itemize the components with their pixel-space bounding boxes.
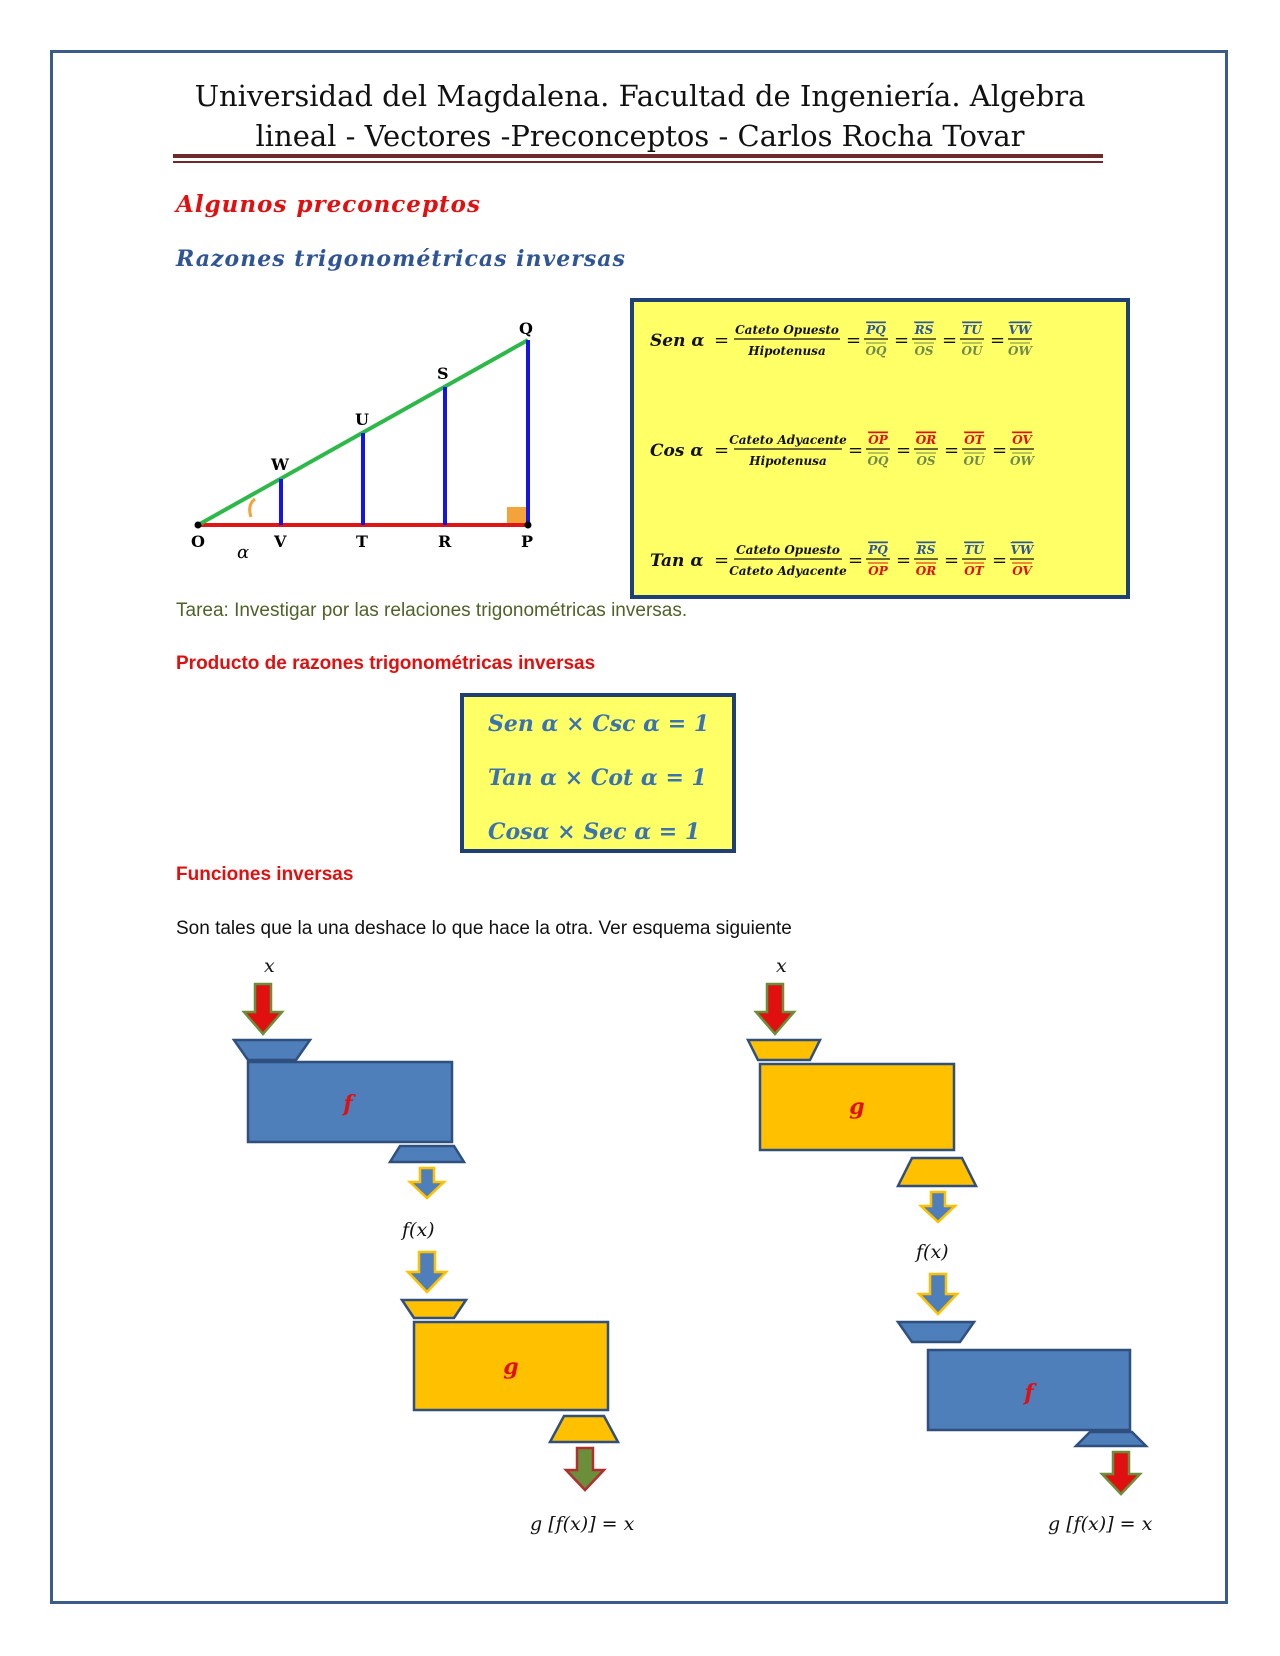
label-q: Q — [519, 319, 533, 338]
point-o — [195, 522, 202, 529]
cos-ratio-num-2: OT — [964, 433, 984, 447]
right-f-label: f — [1024, 1380, 1034, 1406]
svg-text:=: = — [714, 440, 730, 461]
sen-ratio-num-1: RS — [914, 323, 934, 337]
flow-diagram-f-then-g — [200, 950, 660, 1550]
sen-equals-1: = — [894, 330, 910, 351]
right-mid-arrow-2 — [919, 1274, 957, 1314]
trig-formula-box — [630, 298, 1130, 599]
right-f-input-funnel — [898, 1322, 974, 1342]
right-input-arrow — [756, 984, 794, 1034]
left-fx-label: f(x) — [402, 1219, 435, 1241]
right-g-input-funnel — [748, 1040, 820, 1060]
tan-ratio-num-3: VW — [1010, 543, 1034, 557]
triangle-diagram — [185, 310, 555, 570]
cos-ratio-den-2: OU — [963, 454, 985, 468]
right-g-output-funnel — [898, 1158, 976, 1186]
label-o: O — [191, 532, 205, 551]
cos-num: Cateto Adyacente — [729, 433, 847, 447]
right-mid-arrow-1 — [921, 1192, 955, 1222]
right-output-arrow — [1102, 1452, 1140, 1494]
left-g-input-funnel — [402, 1300, 466, 1318]
point-p — [525, 522, 532, 529]
identity-tan-cot: Tan α × Cot α = 1 — [488, 765, 707, 791]
tan-equals-3: = — [992, 550, 1008, 571]
tan-ratio-num-2: TU — [964, 543, 984, 557]
svg-text:=: = — [714, 550, 730, 571]
left-g-label: g — [503, 1354, 519, 1380]
tan-lhs: Tan α — [650, 551, 704, 571]
trig-formula-svg — [634, 302, 1126, 595]
header-line-1: Universidad del Magdalena. Facultad de Ingeniería. Algebra — [194, 79, 1086, 113]
left-mid-arrow-1 — [410, 1168, 444, 1198]
sen-equals-2: = — [942, 330, 958, 351]
cos-ratio-den-1: OS — [916, 454, 936, 468]
right-f-output-funnel — [1076, 1432, 1146, 1446]
sen-lhs: Sen α — [650, 331, 705, 351]
cos-den: Hipotenusa — [749, 454, 827, 468]
cos-equals-2: = — [944, 440, 960, 461]
identity-sen-csc: Sen α × Csc α = 1 — [488, 711, 710, 737]
right-output-label: g [f(x)] = x — [1048, 1513, 1153, 1535]
flow-diagram-g-then-f — [740, 950, 1180, 1550]
svg-text:=: = — [714, 330, 730, 351]
angle-arc — [250, 499, 255, 517]
tan-ratio-num-0: PQ — [868, 543, 888, 557]
right-angle-mark — [507, 507, 526, 523]
sen-equals-0: = — [846, 330, 862, 351]
formula-tan — [650, 542, 1035, 578]
tan-ratio-den-3: OV — [1012, 564, 1032, 578]
sen-ratio-num-2: TU — [962, 323, 982, 337]
cos-equals-0: = — [848, 440, 864, 461]
sen-num: Cateto Opuesto — [735, 323, 839, 337]
left-g-output-funnel — [550, 1416, 618, 1442]
cos-ratio-den-3: OW — [1010, 454, 1034, 468]
tan-ratio-den-2: OT — [964, 564, 984, 578]
label-r: R — [438, 532, 452, 551]
label-t: T — [356, 532, 368, 551]
identity-cos-sec: Cosα × Sec α = 1 — [488, 819, 701, 845]
left-output-arrow — [566, 1448, 604, 1490]
sen-ratio-den-3: OW — [1008, 344, 1032, 358]
sen-ratio-num-0: PQ — [866, 323, 886, 337]
sen-ratio-den-1: OS — [914, 344, 934, 358]
sen-ratio-den-2: OU — [961, 344, 983, 358]
heading-funciones-inversas: Funciones inversas — [176, 864, 354, 885]
header-rule-thick — [173, 154, 1103, 158]
sen-den: Hipotenusa — [748, 344, 826, 358]
sen-ratio-num-3: VW — [1008, 323, 1032, 337]
heading-razones-inversas: Razones trigonométricas inversas — [176, 246, 626, 272]
left-mid-arrow-2 — [408, 1252, 446, 1292]
tan-ratio-den-0: OP — [868, 564, 888, 578]
label-p: P — [521, 532, 534, 551]
cos-equals-3: = — [992, 440, 1008, 461]
header-line-2: lineal - Vectores -Preconceptos - Carlos Rocha Tovar — [255, 119, 1025, 153]
right-input-label: x — [776, 955, 787, 977]
tan-den: Cateto Adyacente — [729, 564, 847, 578]
label-w: W — [271, 455, 289, 474]
cos-ratio-den-0: OQ — [867, 454, 889, 468]
page-header — [170, 76, 1110, 156]
sen-equals-3: = — [990, 330, 1006, 351]
formula-cos — [650, 432, 1035, 468]
tarea-text: Tarea: Investigar por las relaciones trigonométricas inversas. — [176, 600, 688, 621]
heading-preconceptos: Algunos preconceptos — [176, 191, 481, 218]
right-g-label: g — [849, 1094, 865, 1120]
cos-equals-1: = — [896, 440, 912, 461]
left-f-label: f — [343, 1091, 353, 1117]
label-u: U — [355, 410, 369, 429]
tan-equals-0: = — [848, 550, 864, 571]
tan-ratio-den-1: OR — [915, 564, 937, 578]
tan-num: Cateto Opuesto — [736, 543, 840, 557]
formula-sen — [650, 322, 1033, 358]
cos-ratio-num-1: OR — [915, 433, 937, 447]
cos-ratio-num-0: OP — [868, 433, 888, 447]
left-output-label: g [f(x)] = x — [530, 1513, 635, 1535]
tan-equals-2: = — [944, 550, 960, 571]
funciones-description: Son tales que la una deshace lo que hace la otra. Ver esquema siguiente — [176, 918, 792, 939]
sen-ratio-den-0: OQ — [865, 344, 887, 358]
tan-ratio-num-1: RS — [916, 543, 936, 557]
tan-equals-1: = — [896, 550, 912, 571]
right-fx-label: f(x) — [916, 1241, 949, 1263]
cos-ratio-num-3: OV — [1012, 433, 1032, 447]
left-f-input-funnel — [234, 1040, 310, 1060]
cos-lhs: Cos α — [650, 441, 704, 461]
label-alpha: α — [237, 542, 250, 563]
heading-producto: Producto de razones trigonométricas inversas — [176, 653, 596, 674]
left-f-output-funnel — [390, 1146, 464, 1162]
label-v: V — [274, 532, 287, 551]
header-rule-thin — [173, 161, 1103, 163]
left-input-arrow — [244, 984, 282, 1034]
label-s: S — [437, 364, 449, 383]
product-identities-box — [460, 693, 736, 853]
left-input-label: x — [264, 955, 275, 977]
